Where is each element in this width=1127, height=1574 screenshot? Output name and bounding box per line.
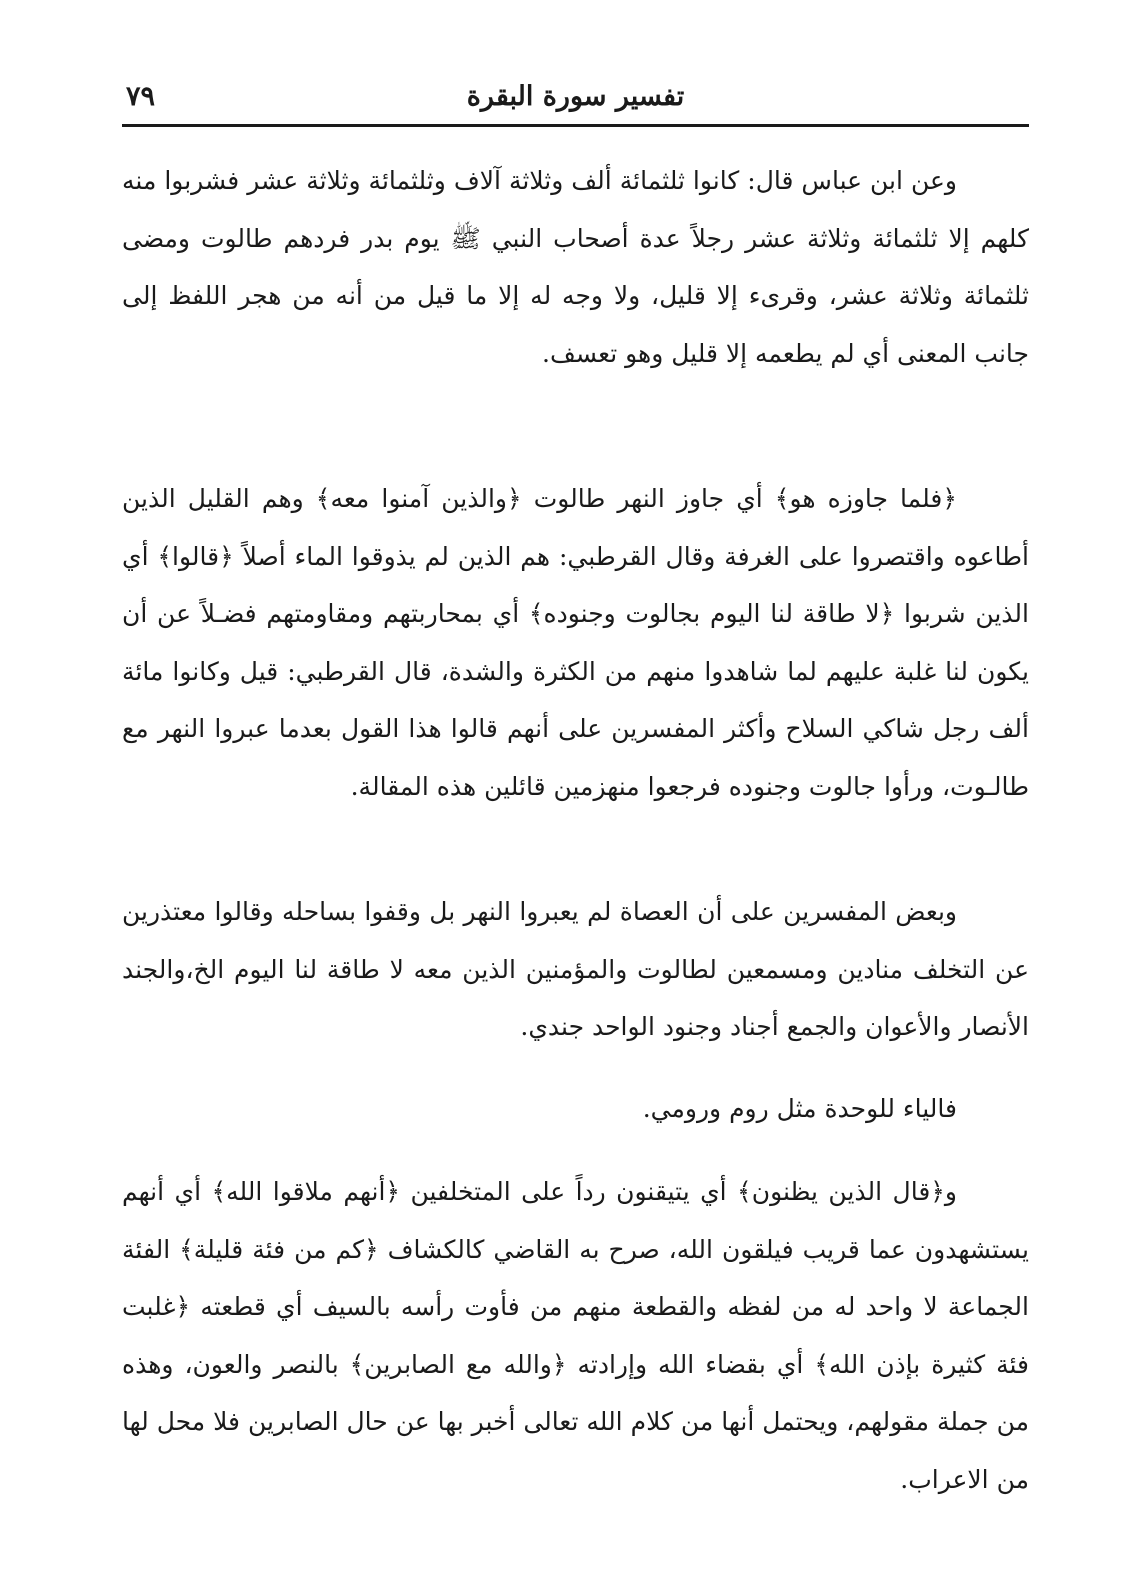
paragraph-some-commentators: وبعض المفسرين على أن العصاة لم يعبروا النهر بل وقفوا بساحله وقالوا معتذرين عن التخلف منادين ومسمعين لطالوت والمؤمنين الذين معه لا طاقة لنا اليوم الخ،والجند الأنصار والأعوان والجمع أجناد وجنود الواحد جندي.: [122, 897, 1029, 1041]
header-rule: [122, 124, 1029, 127]
paragraph-ibn-abbas: وعن ابن عباس قال: كانوا ثلثمائة ألف وثلاثة آلاف وثلثمائة وثلاثة عشر فشربوا منه كلهم إلا ثلثمائة وثلاثة عشر رجلاً عدة أصحاب النبي ﷺ يوم بدر فردهم طالوت ومضى ثلثمائة وثلاثة عشر، وقرىء إلا قليل، ولا وجه له إلا ما قيل من أنه من هجر اللفظ إلى جانب المعنى أي لم يطعمه إلا قليل وهو تعسف.: [122, 166, 1029, 368]
page-header: [122, 76, 1029, 120]
paragraph-crossing-the-river: ﴿فلما جاوزه هو﴾ أي جاوز النهر طالوت ﴿والذين آمنوا معه﴾ وهم القليل الذين أطاعوه واقتصروا على الغرفة وقال القرطبي: هم الذين لم يذوقوا الماء أصلاً ﴿قالوا﴾ أي الذين شربوا ﴿لا طاقة لنا اليوم بجالوت وجنوده﴾ أي بمحاربتهم ومقاومتهم فضـلاً عن أن يكون لنا غلبة عليهم لما شاهدوا منهم من الكثرة والشدة، قال القرطبي: قيل وكانوا مائة ألف رجل شاكي السلاح وأكثر المفسرين على أنهم قالوا هذا القول بعدما عبروا النهر مع طالـوت، ورأوا جالوت وجنوده فرجعوا منهزمين قائلين هذه المقالة.: [122, 484, 1029, 801]
running-title: تفسير سورة البقرة: [466, 81, 685, 112]
page-number: ٧٩: [126, 81, 156, 112]
paragraph-those-who-believed: و﴿قال الذين يظنون﴾ أي يتيقنون رداً على المتخلفين ﴿أنهم ملاقوا الله﴾ أي أنهم يستشهدون عما قريب فيلقون الله، صرح به القاضي كالكشاف ﴿كم من فئة قليلة﴾ الفئة الجماعة لا واحد له من لفظه والقطعة منهم من فأوت رأسه بالسيف أي قطعته ﴿غلبت فئة كثيرة بإذن الله﴾ أي بقضاء الله وإرادته ﴿والله مع الصابرين﴾ بالنصر والعون، وهذه من جملة مقولهم، ويحتمل أنها من كلام الله تعالى أخبر بها عن حال الصابرين فلا محل لها من الاعراب.: [122, 1177, 1029, 1494]
paragraph-ya-of-unity: فالياء للوحدة مثل روم ورومي.: [642, 1094, 957, 1123]
